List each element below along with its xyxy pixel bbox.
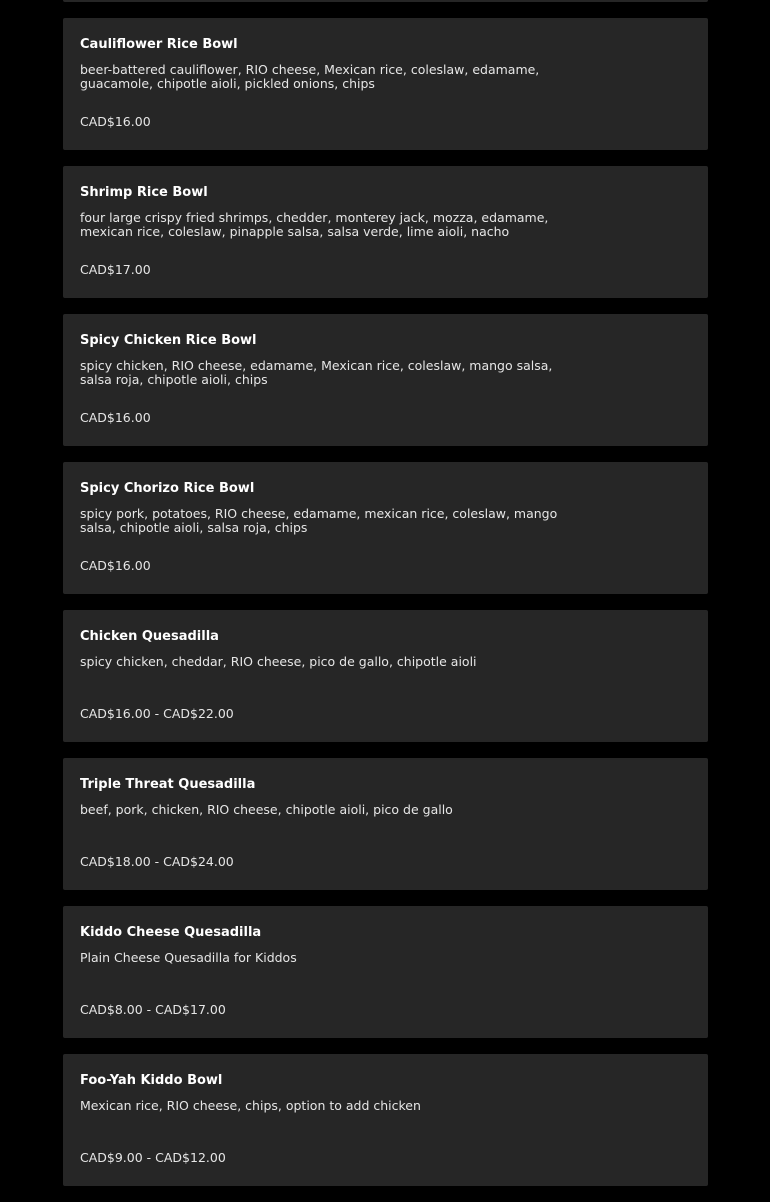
menu-item-name: Foo-Yah Kiddo Bowl: [80, 1073, 223, 1088]
menu-item-description: Mexican rice, RIO cheese, chips, option to add chicken: [80, 1098, 421, 1113]
menu-item-price: CAD$17.00: [80, 262, 151, 277]
menu-list: [63, 0, 708, 1202]
menu-item-description: spicy pork, potatoes, RIO cheese, edamame, mexican rice, coleslaw, mango salsa, chipotle aioli, salsa roja, chips: [80, 506, 558, 535]
menu-item-name: Chicken Quesadilla: [80, 629, 219, 644]
menu-item-name: Shrimp Rice Bowl: [80, 185, 208, 200]
menu-item-price: CAD$16.00: [80, 558, 151, 573]
menu-item-price: CAD$18.00 - CAD$24.00: [80, 854, 234, 869]
menu-item-price: CAD$16.00 - CAD$22.00: [80, 706, 234, 721]
menu-item-description: spicy chicken, RIO cheese, edamame, Mexican rice, coleslaw, mango salsa, salsa roja, chipotle aioli, chips: [80, 358, 553, 387]
menu-item-card[interactable]: [63, 758, 708, 890]
menu-item-name: Cauliflower Rice Bowl: [80, 37, 238, 52]
menu-item-price: CAD$8.00 - CAD$17.00: [80, 1002, 226, 1017]
menu-item-card[interactable]: [63, 18, 708, 150]
menu-item-price: CAD$9.00 - CAD$12.00: [80, 1150, 226, 1165]
menu-item-card[interactable]: [63, 462, 708, 594]
menu-item-description: beef, pork, chicken, RIO cheese, chipotle aioli, pico de gallo: [80, 802, 453, 817]
menu-item-description: four large crispy fried shrimps, chedder, monterey jack, mozza, edamame, mexican rice, coleslaw, pinapple salsa, salsa verde, lime aioli, nacho: [80, 210, 549, 239]
menu-item-card[interactable]: [63, 314, 708, 446]
menu-item-name: Triple Threat Quesadilla: [80, 777, 256, 792]
menu-item-card[interactable]: [63, 0, 708, 2]
menu-item-description: beer-battered cauliflower, RIO cheese, Mexican rice, coleslaw, edamame, guacamole, chipotle aioli, pickled onions, chips: [80, 62, 540, 91]
menu-item-name: Kiddo Cheese Quesadilla: [80, 925, 262, 940]
menu-item-card[interactable]: [63, 610, 708, 742]
menu-item-description: Plain Cheese Quesadilla for Kiddos: [80, 950, 297, 965]
menu-item-name: Spicy Chicken Rice Bowl: [80, 333, 257, 348]
menu-item-description: spicy chicken, cheddar, RIO cheese, pico de gallo, chipotle aioli: [80, 654, 477, 669]
menu-item-price: CAD$16.00: [80, 410, 151, 425]
menu-item-card[interactable]: [63, 1054, 708, 1186]
menu-item-price: CAD$16.00: [80, 114, 151, 129]
menu-item-name: Spicy Chorizo Rice Bowl: [80, 481, 255, 496]
menu-item-card[interactable]: [63, 166, 708, 298]
menu-item-card[interactable]: [63, 906, 708, 1038]
